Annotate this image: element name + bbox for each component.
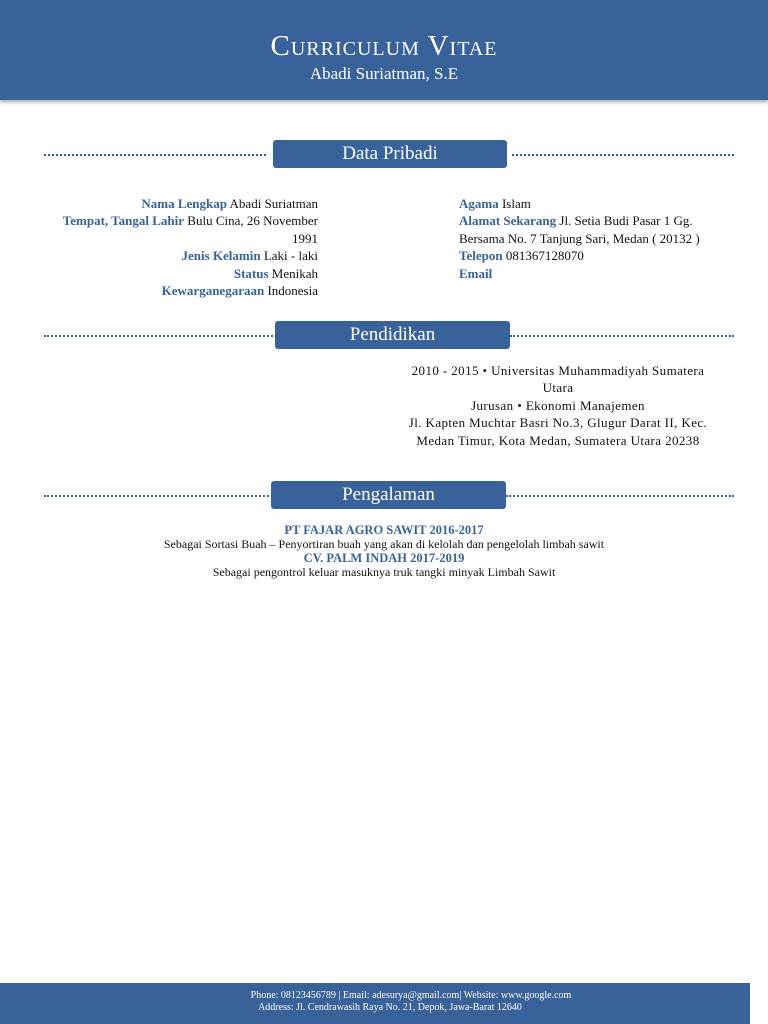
footer-contact-bar [0, 983, 750, 1024]
field-label: Status [233, 265, 269, 281]
field-telepon [459, 247, 734, 264]
footer-address-line: Address: Jl. Cendrawasih Raya No. 21, Depok, Jawa-Barat 12640 [258, 1002, 522, 1013]
field-value: Menikah [271, 265, 318, 281]
divider-left [44, 154, 266, 156]
field-value: Indonesia [267, 283, 318, 299]
divider-right [506, 495, 734, 497]
field-kewarganegaraan [60, 282, 318, 299]
section-bar-pengalaman [0, 481, 768, 511]
field-label: Tempat, Tangal Lahir [62, 213, 185, 229]
experience-company: PT FAJAR AGRO SAWIT 2016-2017 [284, 523, 484, 537]
section-heading-pengalaman: Pengalaman [271, 481, 506, 509]
experience-company: CV. PALM INDAH 2017-2019 [303, 551, 465, 565]
field-value: 081367128070 [505, 248, 584, 264]
field-label: Kewarganegaraan [161, 283, 265, 299]
section-heading-pendidikan: Pendidikan [275, 321, 510, 349]
field-label: Agama [459, 196, 499, 211]
experience-description: Sebagai Sortasi Buah – Penyortiran buah yang akan di kelolah dan pengelolah limbah sawit [163, 537, 605, 551]
experience-list [0, 523, 768, 579]
field-label: Alamat Sekarang [459, 213, 557, 229]
page-title: Curriculum Vitae [270, 30, 498, 62]
field-jenis-kelamin [60, 247, 318, 264]
divider-right [512, 154, 734, 156]
field-label: Email [459, 265, 493, 281]
education-major: Jurusan • Ekonomi Manajemen [471, 397, 645, 413]
field-label: Jenis Kelamin [181, 248, 261, 264]
divider-right [510, 335, 734, 337]
field-label: Telepon [459, 248, 503, 264]
field-value: Islam [501, 196, 531, 211]
field-agama [459, 195, 734, 212]
field-status [60, 265, 318, 282]
person-name: Abadi Suriatman, S.E [309, 64, 459, 83]
field-value: Jl. Setia Budi Pasar 1 Gg. Bersama No. 7 Tanjung Sari, Medan ( 20132 ) [459, 213, 700, 246]
education-entry [400, 362, 716, 449]
field-value: Abadi Suriatman [229, 196, 318, 211]
field-value: Laki - laki [263, 248, 318, 264]
field-value: Bulu Cina, 26 November 1991 [187, 213, 318, 246]
education-school: 2010 - 2015 • Universitas Muhammadiyah Sumatera Utara [411, 363, 705, 396]
personal-data-left [60, 195, 318, 299]
field-label: Nama Lengkap [141, 196, 227, 211]
field-alamat [459, 212, 734, 247]
education-address: Jl. Kapten Muchtar Basri No.3, Glugur Darat II, Kec. Medan Timur, Kota Medan, Sumatera Utara 20238 [408, 415, 708, 448]
section-bar-pendidikan [0, 321, 768, 351]
experience-description: Sebagai pengontrol keluar masuknya truk tangki minyak Limbah Sawit [212, 565, 556, 579]
section-heading-pribadi: Data Pribadi [273, 140, 507, 168]
header-banner [0, 0, 768, 100]
footer-contact-line: Phone: 08123456789 | Email: adesurya@gmail.com| Website: www.google.com [250, 990, 572, 1001]
field-ttl [60, 212, 318, 247]
divider-left [44, 495, 269, 497]
field-email [459, 265, 734, 282]
divider-left [44, 335, 273, 337]
field-nama [60, 195, 318, 212]
section-bar-pribadi [0, 140, 768, 170]
personal-data-right [459, 195, 734, 282]
